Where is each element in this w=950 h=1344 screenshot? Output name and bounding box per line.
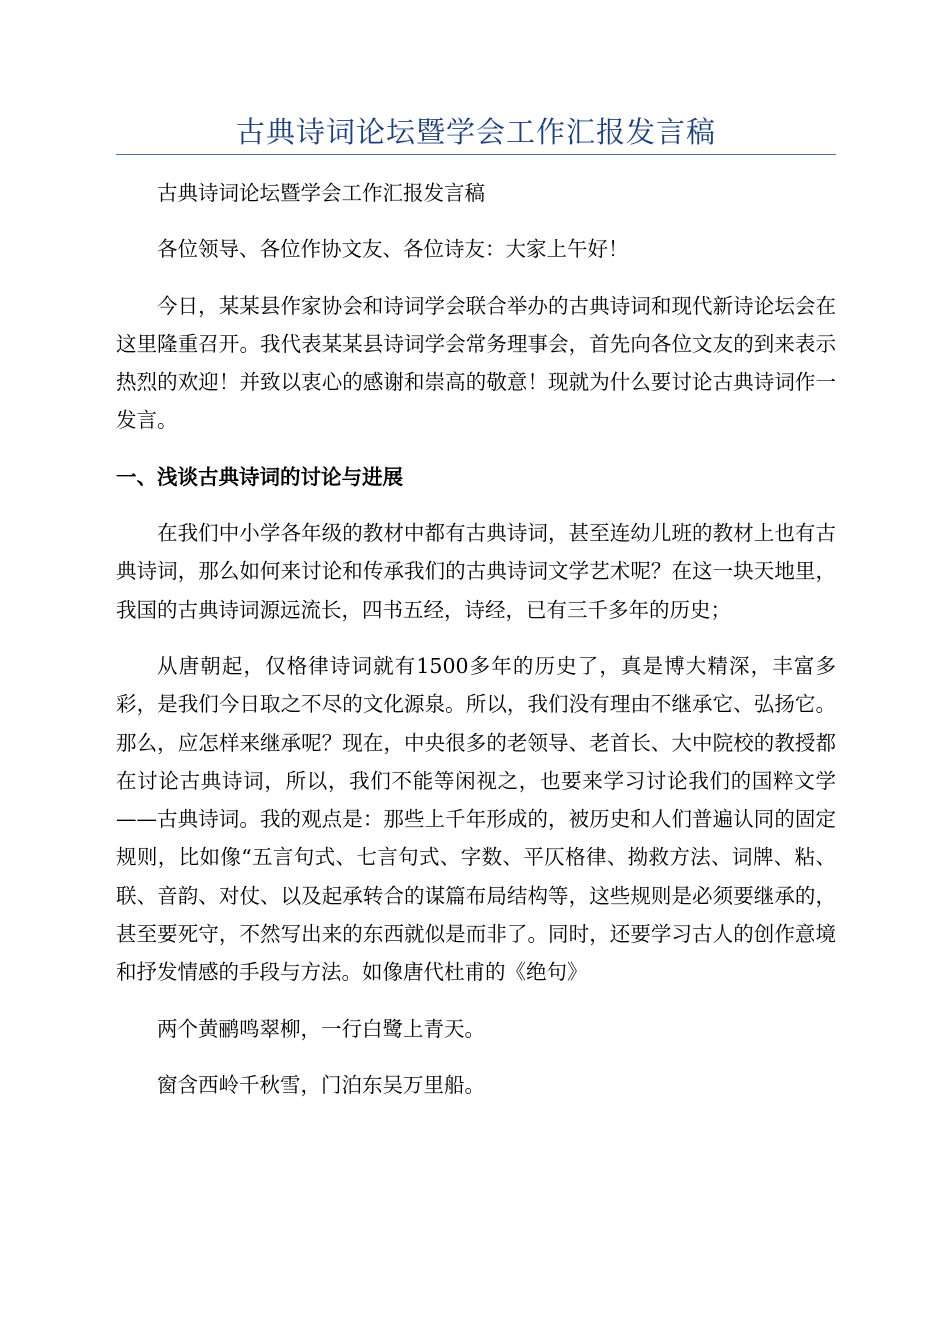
paragraph-section1-1: 在我们中小学各年级的教材中都有古典诗词，甚至连幼儿班的教材上也有古典诗词，那么如何来讨论和传承我们的古典诗词文学艺术呢？在这一块天地里，我国的古典诗词源远流长，四书五经，诗经，已有三千多年的历史；	[116, 521, 836, 622]
document-body	[116, 174, 836, 1122]
title-underline	[116, 154, 836, 155]
poem-line-1: 两个黄鹂鸣翠柳，一行白鹭上青天。	[157, 1016, 485, 1041]
poem-line-2: 窗含西岭千秋雪，门泊东吴万里船。	[157, 1072, 485, 1097]
paragraph-subtitle: 古典诗词论坛暨学会工作汇报发言稿	[157, 181, 485, 205]
paragraph-section1-2: 从唐朝起，仅格律诗词就有1500多年的历史了，真是博大精深，丰富多彩，是我们今日取之不尽的文化源泉。所以，我们没有理由不继承它、弘扬它。那么，应怎样来继承呢？现在，中央很多的老领导、老首长、大中院校的教授都在讨论古典诗词，所以，我们不能等闲视之，也要来学习讨论我们的国粹文学——古典诗词。我的观点是：那些上千年形成的，被历史和人们普遍认同的固定规则，比如像“五言句式、七言句式、字数、平仄格律、拗救方法、词牌、粘、联、音韵、对仗、以及起承转合的谋篇布局结构等，这些规则是必须要继承的，甚至要死守，不然写出来的东西就似是而非了。同时，还要学习古人的创作意境和抒发情感的手段与方法。如像唐代杜甫的《绝句》	[116, 653, 836, 985]
section-heading: 一、浅谈古典诗词的讨论与进展	[116, 464, 403, 489]
paragraph-intro: 今日，某某县作家协会和诗词学会联合举办的古典诗词和现代新诗论坛会在这里隆重召开。我代表某某县诗词学会常务理事会，首先向各位文友的到来表示热烈的欢迎！并致以衷心的感谢和崇高的敬意！现就为什么要讨论古典诗词作一发言。	[116, 293, 836, 433]
document-title: 古典诗词论坛暨学会工作汇报发言稿	[235, 115, 716, 149]
paragraph-greeting: 各位领导、各位作协文友、各位诗友：大家上午好！	[157, 237, 629, 262]
